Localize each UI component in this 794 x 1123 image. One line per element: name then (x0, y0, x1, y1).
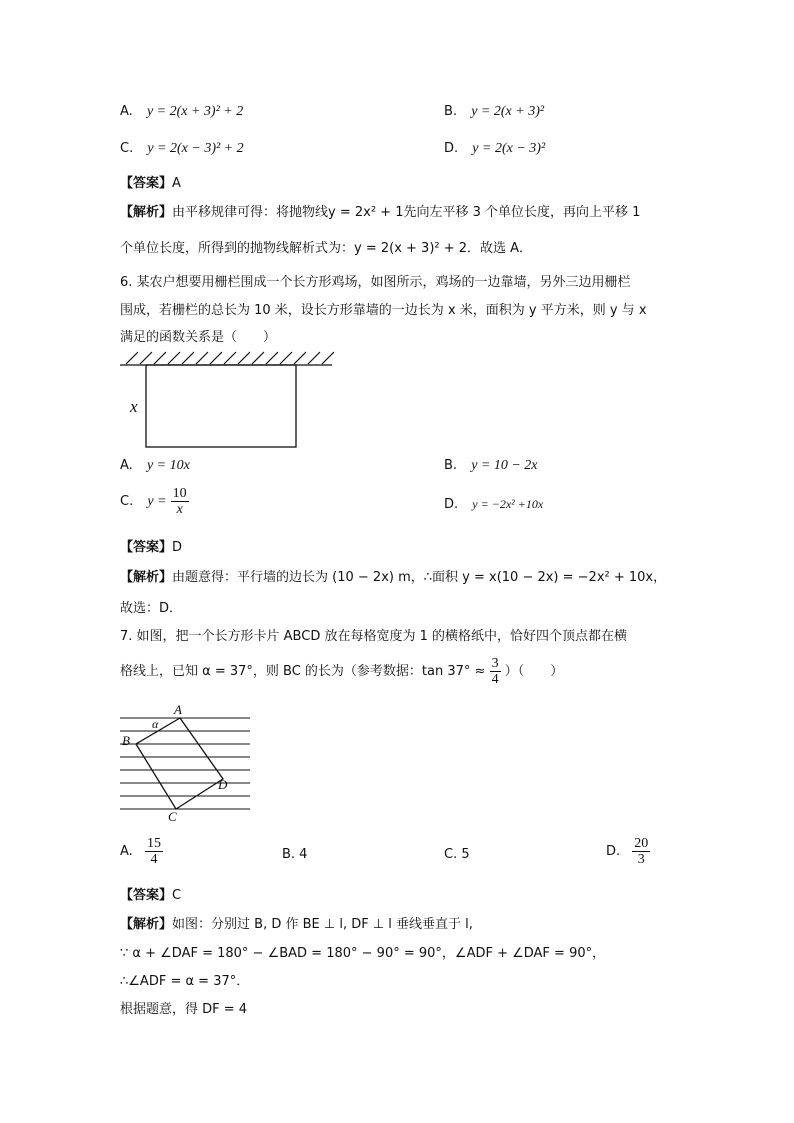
q5-option-c (120, 141, 244, 157)
q5-option-d (444, 141, 545, 157)
answer-value: C (172, 888, 182, 903)
answer-label: 【答案】 (120, 176, 173, 191)
fraction-denominator: 3 (637, 852, 645, 867)
q6-option-a (120, 458, 190, 474)
q6-option-b (444, 458, 538, 474)
fraction-denominator: x (176, 502, 183, 517)
fraction-numerator: 3 (491, 656, 499, 671)
answer-value: D (172, 540, 183, 555)
analysis-label: 【解析】 (120, 570, 173, 585)
q7-analysis-line1 (120, 913, 473, 932)
option-expression: y = −2x² +10x (472, 497, 544, 511)
option-label: B. (444, 458, 458, 473)
q6-stem-line3: 满足的函数关系是（ ） (120, 330, 277, 345)
q7-option-b: B. 4 (282, 847, 308, 862)
q5-answer (120, 172, 181, 191)
option-lhs: y = (147, 494, 167, 509)
analysis-text: 如图：分别过 B, D 作 BE ⊥ l, DF ⊥ l 垂线垂直于 l, (172, 917, 473, 932)
option-label: B. (444, 104, 458, 119)
analysis-text: 由题意得：平行墙的边长为 (10 − 2x) m，∴面积 y = x(10 − 2x) = −2x² + 10x， (172, 570, 667, 585)
q7-figure-card-on-lined-paper (116, 700, 256, 826)
q7-option-d (606, 836, 650, 867)
option-fraction (171, 486, 189, 517)
answer-value: A (172, 176, 181, 191)
fraction-numerator: 10 (172, 486, 187, 501)
option-expression: y = 2(x + 3)² (471, 104, 545, 119)
option-label: D. (444, 141, 459, 156)
q5-option-b (444, 104, 544, 120)
stem-text: ）（ ） (504, 664, 564, 679)
q5-analysis-line1 (120, 201, 640, 220)
option-label: C. (120, 141, 134, 156)
q6-analysis-line1 (120, 566, 666, 585)
option-fraction (632, 836, 650, 867)
option-expression: y = 2(x − 3)² + 2 (147, 141, 244, 156)
option-label: A. (120, 104, 133, 119)
vertex-label-d: D (218, 777, 228, 792)
analysis-label: 【解析】 (120, 917, 173, 932)
fraction-denominator: 4 (491, 672, 499, 687)
option-expression: y = 10 − 2x (471, 458, 538, 473)
q7-option-a (120, 836, 163, 867)
q6-answer (120, 536, 182, 555)
answer-label: 【答案】 (120, 888, 173, 903)
option-expression: y = 10x (146, 458, 190, 473)
q6-stem-line2: 围成，若栅栏的总长为 10 米，设长方形靠墙的一边长为 x 米，面积为 y 平方米，则 y 与 x (120, 303, 647, 318)
lined-paper-lines (120, 718, 250, 809)
option-label: C. (120, 494, 134, 509)
option-expression: y = 2(x − 3)² (472, 141, 546, 156)
q7-answer (120, 884, 181, 903)
analysis-text: 由平移规律可得：将抛物线y = 2x² + 1先向左平移 3 个单位长度，再向上平移 1 (172, 205, 641, 220)
q7-option-c: C. 5 (444, 847, 470, 862)
option-label: D. (444, 497, 459, 512)
q6-analysis-line2: 故选：D． (120, 601, 183, 616)
q6-stem-line1: 6. 某农户想要用栅栏围成一个长方形鸡场，如图所示，鸡场的一边靠墙，另外三边用栅栏 (120, 275, 631, 290)
vertex-label-c: C (168, 809, 177, 824)
q7-analysis-line2: ∵ α + ∠DAF = 180° − ∠BAD = 180° − 90° = 90°，∠ADF + ∠DAF = 90°， (120, 946, 606, 961)
option-label: A. (120, 844, 133, 859)
q7-analysis-line3: ∴∠ADF = α = 37°． (120, 974, 250, 989)
q6-option-c (120, 486, 189, 517)
q5-option-a (120, 104, 243, 120)
side-label-x: x (130, 397, 138, 416)
q6-figure-wall-enclosure (118, 348, 338, 452)
stem-text: 格线上，已知 α = 37°，则 BC 的长为（参考数据：tan 37° ≈ (120, 664, 486, 679)
wall-hatching (120, 352, 334, 365)
card-abcd (136, 718, 223, 809)
analysis-label: 【解析】 (120, 205, 173, 220)
q7-analysis-line4: 根据题意，得 DF = 4 (120, 1002, 248, 1017)
option-fraction (145, 836, 163, 867)
angle-label-alpha: α (152, 717, 159, 731)
vertex-label-a: A (174, 702, 182, 717)
option-label: A. (120, 458, 133, 473)
option-expression: y = 2(x + 3)² + 2 (146, 104, 244, 119)
vertex-label-b: B (122, 733, 130, 748)
fraction-numerator: 15 (146, 836, 161, 851)
fraction-numerator: 20 (634, 836, 649, 851)
stem-fraction (490, 656, 501, 687)
q5-analysis-line2: 个单位长度，所得到的抛物线解析式为：y = 2(x + 3)² + 2．故选 A． (120, 241, 533, 256)
fraction-denominator: 4 (150, 852, 158, 867)
q6-option-d (444, 497, 543, 512)
answer-label: 【答案】 (120, 540, 173, 555)
option-label: D. (606, 844, 621, 859)
q7-stem-line1: 7. 如图，把一个长方形卡片 ABCD 放在每格宽度为 1 的横格纸中，恰好四个顶点都在横 (120, 629, 628, 644)
q7-stem-line2 (120, 656, 563, 687)
enclosure-rectangle (146, 365, 296, 447)
